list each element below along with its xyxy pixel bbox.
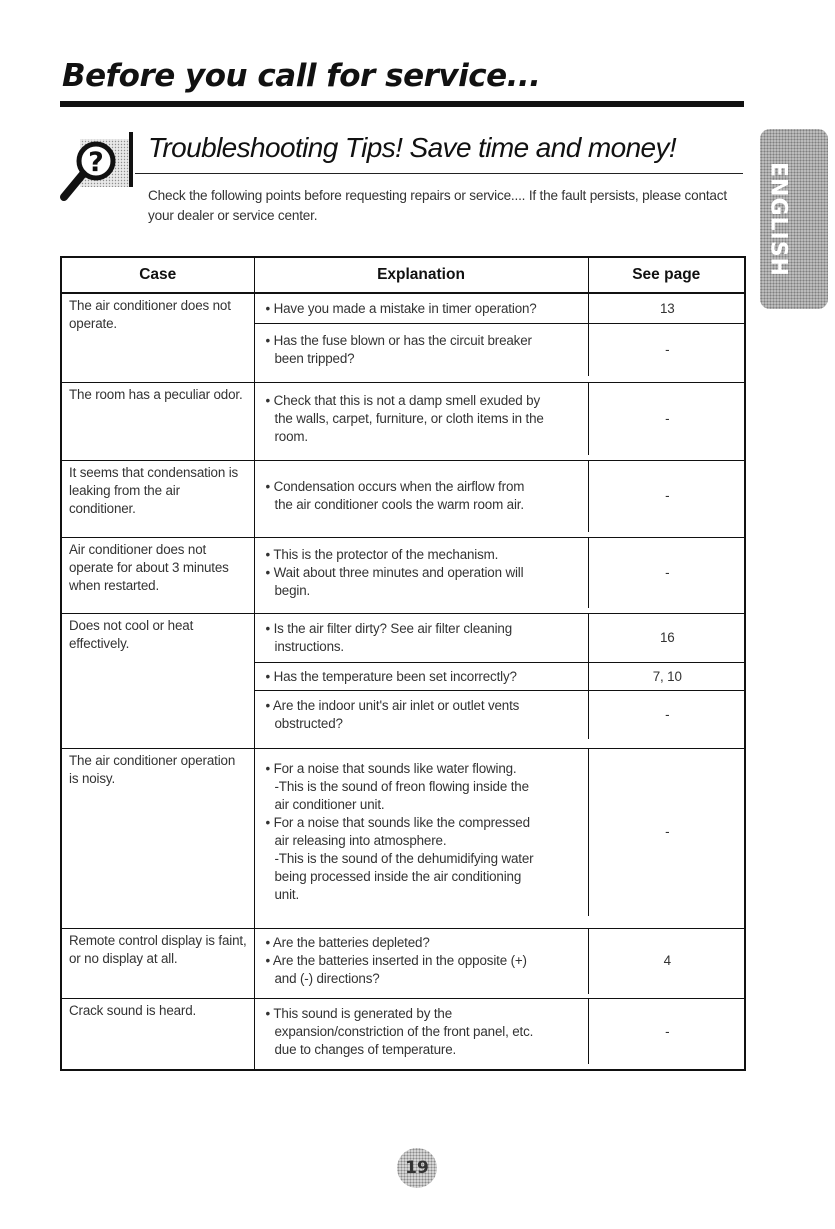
header-explanation: Explanation <box>254 257 588 293</box>
table-row <box>61 999 745 1070</box>
explanation-line: • Are the indoor unit's air inlet or outlet vents <box>265 698 520 714</box>
explanation-line: and (-) directions? <box>274 971 380 987</box>
table-body <box>61 293 745 1070</box>
explanation-line: • For a noise that sounds like water flowing. <box>265 761 517 777</box>
explanation-line: • Are the batteries depleted? <box>265 935 430 951</box>
case-cell: The room has a peculiar odor. <box>61 382 254 460</box>
explanation-group <box>254 382 745 460</box>
explanation-line: • Wait about three minutes and operation will <box>265 565 524 581</box>
svg-text:?: ? <box>88 147 104 178</box>
title-underline <box>60 101 744 107</box>
case-cell: Remote control display is faint, or no display at all. <box>61 928 254 999</box>
header-case: Case <box>61 257 254 293</box>
case-cell: Air conditioner does not operate for about 3 minutes when restarted. <box>61 538 254 614</box>
explanation-line: • Have you made a mistake in timer operation? <box>265 300 537 316</box>
table-header-row <box>61 257 745 293</box>
explanation-item <box>255 461 746 532</box>
explanation-cell <box>255 749 589 916</box>
section-rule <box>135 173 743 174</box>
explanation-line: -This is the sound of freon flowing inside the <box>274 779 529 795</box>
explanation-subtable <box>255 461 746 532</box>
explanation-line: instructions. <box>274 638 344 654</box>
explanation-line: -This is the sound of the dehumidifying water <box>274 851 534 867</box>
see-page-cell: 4 <box>663 953 671 969</box>
troubleshooting-table <box>60 256 746 1071</box>
explanation-line: room. <box>274 428 308 444</box>
explanation-group <box>254 614 745 749</box>
explanation-subtable <box>255 999 746 1064</box>
see-page-cell: - <box>665 488 670 504</box>
explanation-line: • Are the batteries inserted in the opposite (+) <box>265 953 527 969</box>
explanation-line: • This sound is generated by the <box>265 1005 452 1021</box>
explanation-item <box>255 999 746 1064</box>
table-row <box>61 614 745 749</box>
explanation-item <box>255 614 746 662</box>
explanation-item <box>255 294 746 324</box>
explanation-line: unit. <box>274 887 300 903</box>
explanation-cell <box>255 383 589 455</box>
table-row <box>61 460 745 537</box>
explanation-line: being processed inside the air conditioning <box>274 869 522 885</box>
explanation-item <box>255 324 746 376</box>
explanation-item <box>255 383 746 455</box>
explanation-cell <box>255 461 589 532</box>
intro-text: Check the following points before requesting repairs or service.... If the fault persists, please contact your dealer or service center. <box>148 188 727 223</box>
see-page-cell: - <box>665 1023 670 1039</box>
language-tab <box>760 129 828 309</box>
explanation-cell <box>255 691 589 739</box>
explanation-group <box>254 928 745 999</box>
table-row <box>61 748 745 928</box>
explanation-line: • This is the protector of the mechanism. <box>265 547 499 563</box>
explanation-item <box>255 691 746 739</box>
explanation-subtable <box>255 929 746 994</box>
explanation-line: • For a noise that sounds like the compressed <box>265 815 530 831</box>
explanation-subtable <box>255 538 746 608</box>
explanation-line: • Condensation occurs when the airflow from <box>265 479 525 495</box>
explanation-line: air conditioner unit. <box>274 797 385 813</box>
table-row <box>61 293 745 382</box>
explanation-line: obstructed? <box>274 716 343 732</box>
explanation-item <box>255 538 746 608</box>
explanation-cell <box>255 324 589 376</box>
explanation-group <box>254 460 745 537</box>
explanation-subtable <box>255 383 746 455</box>
see-page-cell: 7, 10 <box>589 662 746 690</box>
table-row <box>61 382 745 460</box>
section-title: Troubleshooting Tips! Save time and money! <box>148 132 677 163</box>
case-cell: The air conditioner operation is noisy. <box>61 748 254 928</box>
see-page-cell: - <box>665 707 670 723</box>
see-page-cell: 16 <box>589 614 746 662</box>
explanation-item <box>255 929 746 994</box>
see-page-cell: - <box>665 565 670 581</box>
case-cell: Does not cool or heat effectively. <box>61 614 254 749</box>
see-page-cell: - <box>665 342 670 358</box>
case-cell: The air conditioner does not operate. <box>61 293 254 382</box>
explanation-line: • Check that this is not a damp smell exuded by <box>265 392 541 408</box>
explanation-group <box>254 999 745 1070</box>
explanation-line: expansion/constriction of the front panel, etc. <box>274 1023 534 1039</box>
explanation-line: • Has the temperature been set incorrectly? <box>265 668 517 684</box>
explanation-line: been tripped? <box>274 351 355 367</box>
case-cell: Crack sound is heard. <box>61 999 254 1070</box>
explanation-cell <box>255 929 589 994</box>
table-row <box>61 538 745 614</box>
explanation-item <box>255 662 746 690</box>
page-number: 19 <box>397 1148 437 1188</box>
explanation-cell <box>255 614 589 662</box>
page-title: Before you call for service... <box>62 58 541 94</box>
explanation-group <box>254 748 745 928</box>
explanation-line: • Has the fuse blown or has the circuit breaker <box>265 333 532 349</box>
explanation-subtable <box>255 614 746 739</box>
see-page-cell: 13 <box>589 294 746 324</box>
explanation-line: due to changes of temperature. <box>274 1041 457 1057</box>
explanation-cell <box>255 294 589 324</box>
table-row <box>61 928 745 999</box>
header-see-page: See page <box>588 257 745 293</box>
explanation-item <box>255 749 746 916</box>
explanation-line: the walls, carpet, furniture, or cloth items in the <box>274 410 544 426</box>
explanation-cell <box>255 662 589 690</box>
language-tab-label: ENGLISH <box>765 161 791 277</box>
case-cell: It seems that condensation is leaking from the air conditioner. <box>61 460 254 537</box>
explanation-group <box>254 293 745 382</box>
explanation-line: the air conditioner cools the warm room air. <box>274 497 524 513</box>
explanation-cell <box>255 999 589 1064</box>
explanation-line: begin. <box>274 583 311 599</box>
explanation-group <box>254 538 745 614</box>
explanation-cell <box>255 538 589 608</box>
explanation-subtable <box>255 294 746 376</box>
explanation-line: air releasing into atmosphere. <box>274 833 447 849</box>
magnifier-question-icon <box>60 131 135 211</box>
see-page-cell: - <box>665 410 670 426</box>
explanation-subtable <box>255 749 746 916</box>
see-page-cell: - <box>665 824 670 840</box>
explanation-line: • Is the air filter dirty? See air filter cleaning <box>265 620 513 636</box>
